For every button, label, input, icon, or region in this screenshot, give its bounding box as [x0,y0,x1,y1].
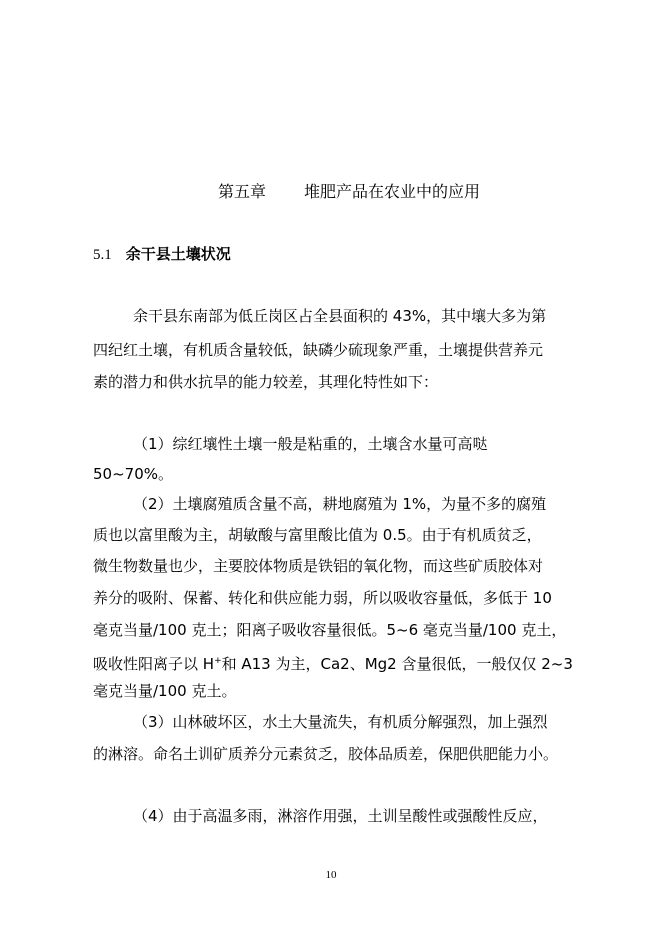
line-text: 吸收性阳离子以 H [93,655,215,673]
paragraph-line: （4）由于高温多雨，淋溶作用强，土训呈酸性或强酸性反应， [133,807,548,825]
page-number: 10 [325,869,337,881]
paragraph-line: 养分的吸附、保蓄、转化和供应能力弱，所以吸收容量低，多低于 10 [93,589,552,607]
paragraph-line: 微生物数量也少，主要胶体物质是铁铝的氧化物，而这些矿质胶体对 [93,557,544,575]
paragraph-line: 毫克当量/100 克土；阳离子吸收容量很低。5~6 毫克当量/100 克土， [93,621,567,639]
paragraph-line: （2）土壤腐殖质含量不高，耕地腐殖为 1%，为量不多的腐殖 [133,495,547,513]
chapter-label: 第五章 [218,182,267,201]
paragraph-line: 素的潜力和供水抗旱的能力较差，其理化特性如下： [93,373,439,391]
paragraph-line [93,651,573,674]
paragraph-line: 四纪红土壤，有机质含量较低，缺磷少硫现象严重，土壤提供营养元 [93,341,544,359]
line-text: 和 A13 为主，Ca2、Mg2 含量很低，一般仅仅 2~3 [221,655,573,673]
chapter-title: 堆肥产品在农业中的应用 [304,182,481,201]
superscript-plus: + [214,656,222,666]
section-title: 余干县土壤状况 [125,245,231,263]
paragraph-line: 50~70%。 [93,465,173,483]
paragraph-line: （1）综红壤性土壤一般是粘重的，土壤含水量可高哒 [133,435,488,453]
paragraph-line: （3）山林破坏区，水土大量流失，有机质分解强烈，加上强烈 [133,713,548,731]
section-heading [93,244,231,265]
section-number: 5.1 [93,247,112,263]
paragraph-line: 毫克当量/100 克土。 [93,682,237,700]
paragraph-line: 的淋溶。命名土训矿质养分元素贫乏，胶体品质差，保肥供肥能力小。 [93,745,559,763]
paragraph-line: 质也以富里酸为主，胡敏酸与富里酸比值为 0.5。由于有机质贫乏， [93,526,542,544]
paragraph-line: 余干县东南部为低丘岗区占全县面积的 43%，其中壤大多为第 [133,307,547,325]
chapter-heading [218,182,480,202]
